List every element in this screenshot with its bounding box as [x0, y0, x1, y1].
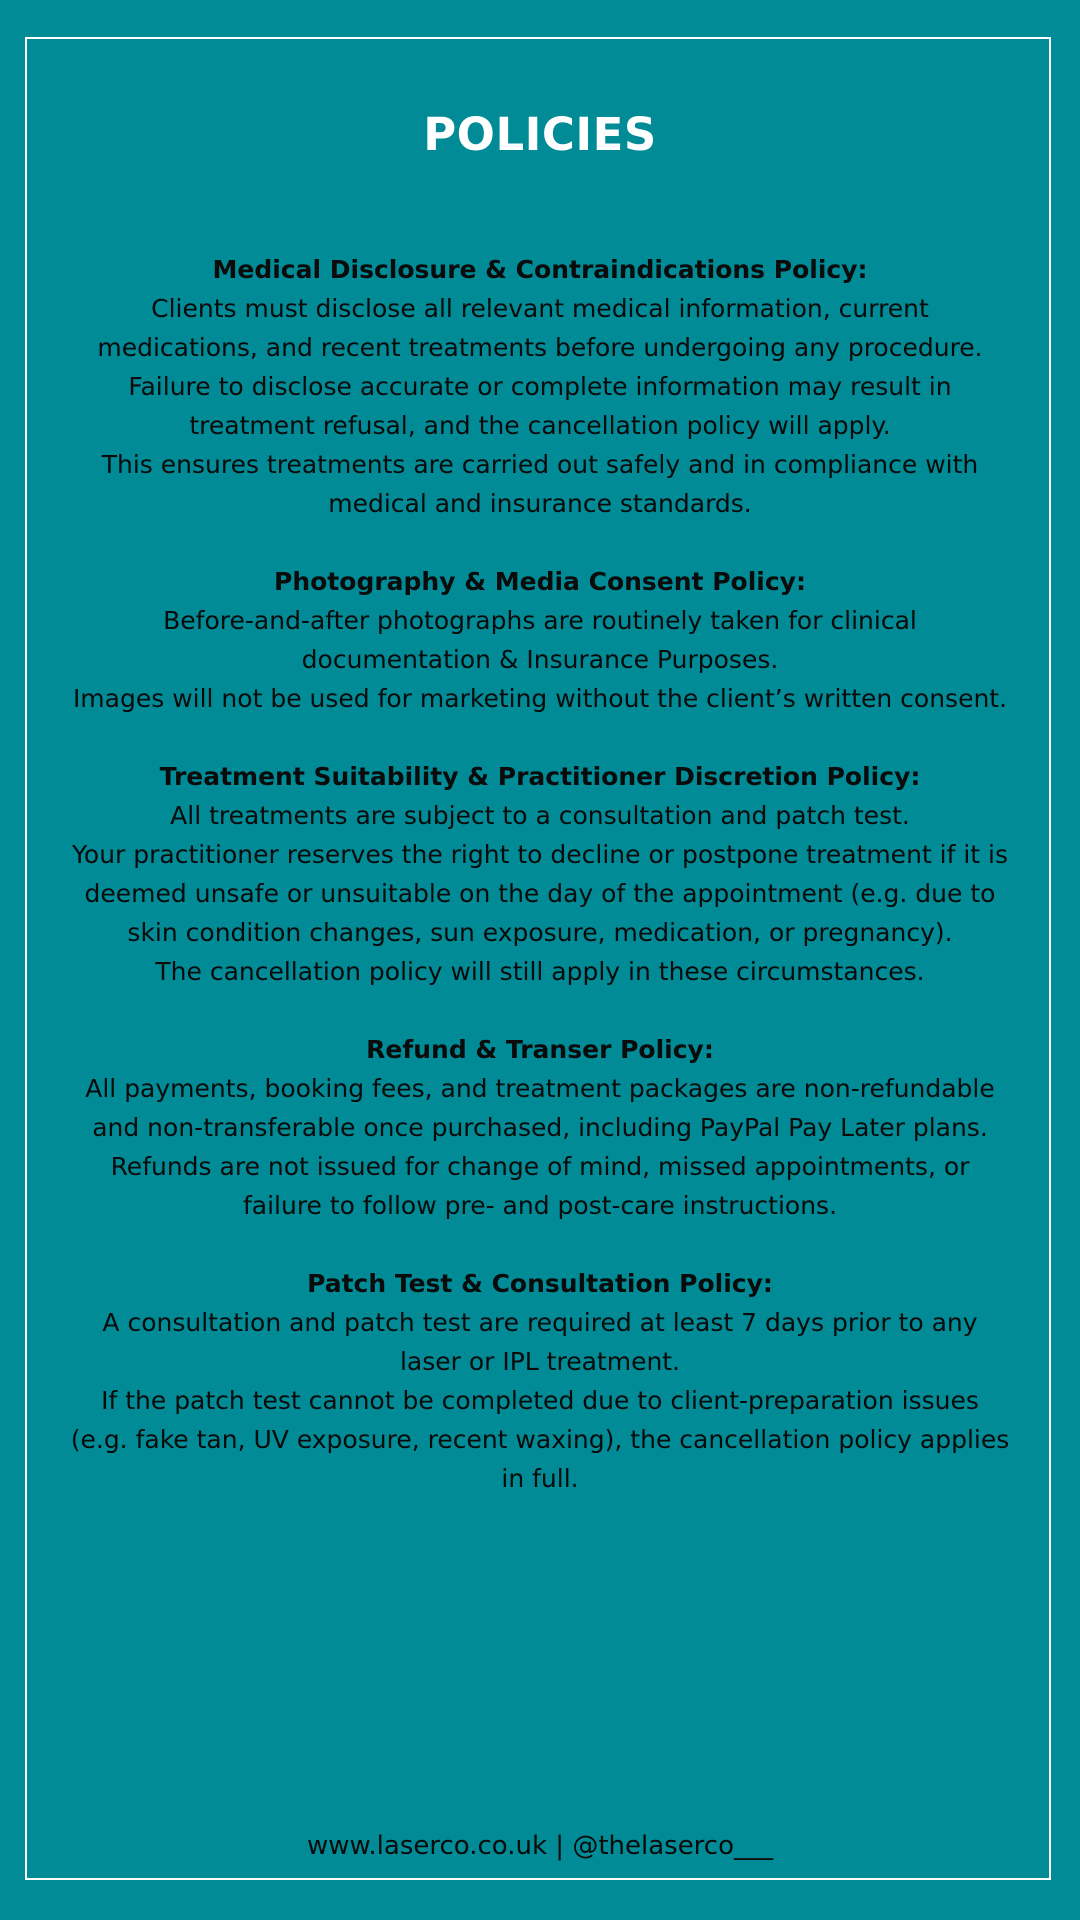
policy-text: All payments, booking fees, and treatment packages are non-refundable and non-transferable once purchased, including PayPal Pay Later plans.	[85, 1074, 995, 1142]
policy-text: Clients must disclose all relevant medical information, current medications, and recent treatments before undergoing any procedure.	[97, 294, 983, 362]
policy-patch-test	[70, 1264, 1010, 1498]
policy-text: The cancellation policy will still apply in these circumstances.	[155, 957, 925, 986]
page-title: POLICIES	[423, 108, 657, 161]
policy-text: Your practitioner reserves the right to decline or postpone treatment if it is deemed unsafe or unsuitable on the day of the appointment (e.g. due to skin condition changes, sun exposure, medication, or pregnancy).	[71, 840, 1009, 947]
policy-heading: Photography & Media Consent Policy:	[274, 567, 806, 596]
policy-text: Refunds are not issued for change of mind, missed appointments, or failure to follow pre- and post-care instructions.	[110, 1152, 970, 1220]
policy-refund-transfer	[70, 1030, 1010, 1225]
policy-text: This ensures treatments are carried out safely and in compliance with medical and insurance standards.	[101, 450, 979, 518]
policy-medical-disclosure	[70, 250, 1010, 523]
policy-text: All treatments are subject to a consultation and patch test.	[170, 801, 910, 830]
policy-photography-consent	[70, 562, 1010, 718]
policy-text: If the patch test cannot be completed due to client-preparation issues (e.g. fake tan, UV exposure, recent waxing), the cancellation policy applies in full.	[70, 1386, 1010, 1493]
policy-heading: Treatment Suitability & Practitioner Discretion Policy:	[159, 762, 921, 791]
policy-text: Images will not be used for marketing without the client’s written consent.	[72, 684, 1008, 713]
policy-heading: Patch Test & Consultation Policy:	[307, 1269, 773, 1298]
policy-text: A consultation and patch test are required at least 7 days prior to any laser or IPL treatment.	[102, 1308, 978, 1376]
policy-text: Before-and-after photographs are routinely taken for clinical documentation & Insurance Purposes.	[163, 606, 917, 674]
policy-heading: Refund & Transer Policy:	[366, 1035, 714, 1064]
footer-contact: www.laserco.co.uk | @thelaserco___	[306, 1831, 774, 1861]
policy-treatment-suitability	[70, 757, 1010, 991]
policies-list	[70, 250, 1010, 1537]
policy-text: Failure to disclose accurate or complete information may result in treatment refusal, and the cancellation policy will apply.	[128, 372, 952, 440]
policy-heading: Medical Disclosure & Contraindications Policy:	[212, 255, 868, 284]
